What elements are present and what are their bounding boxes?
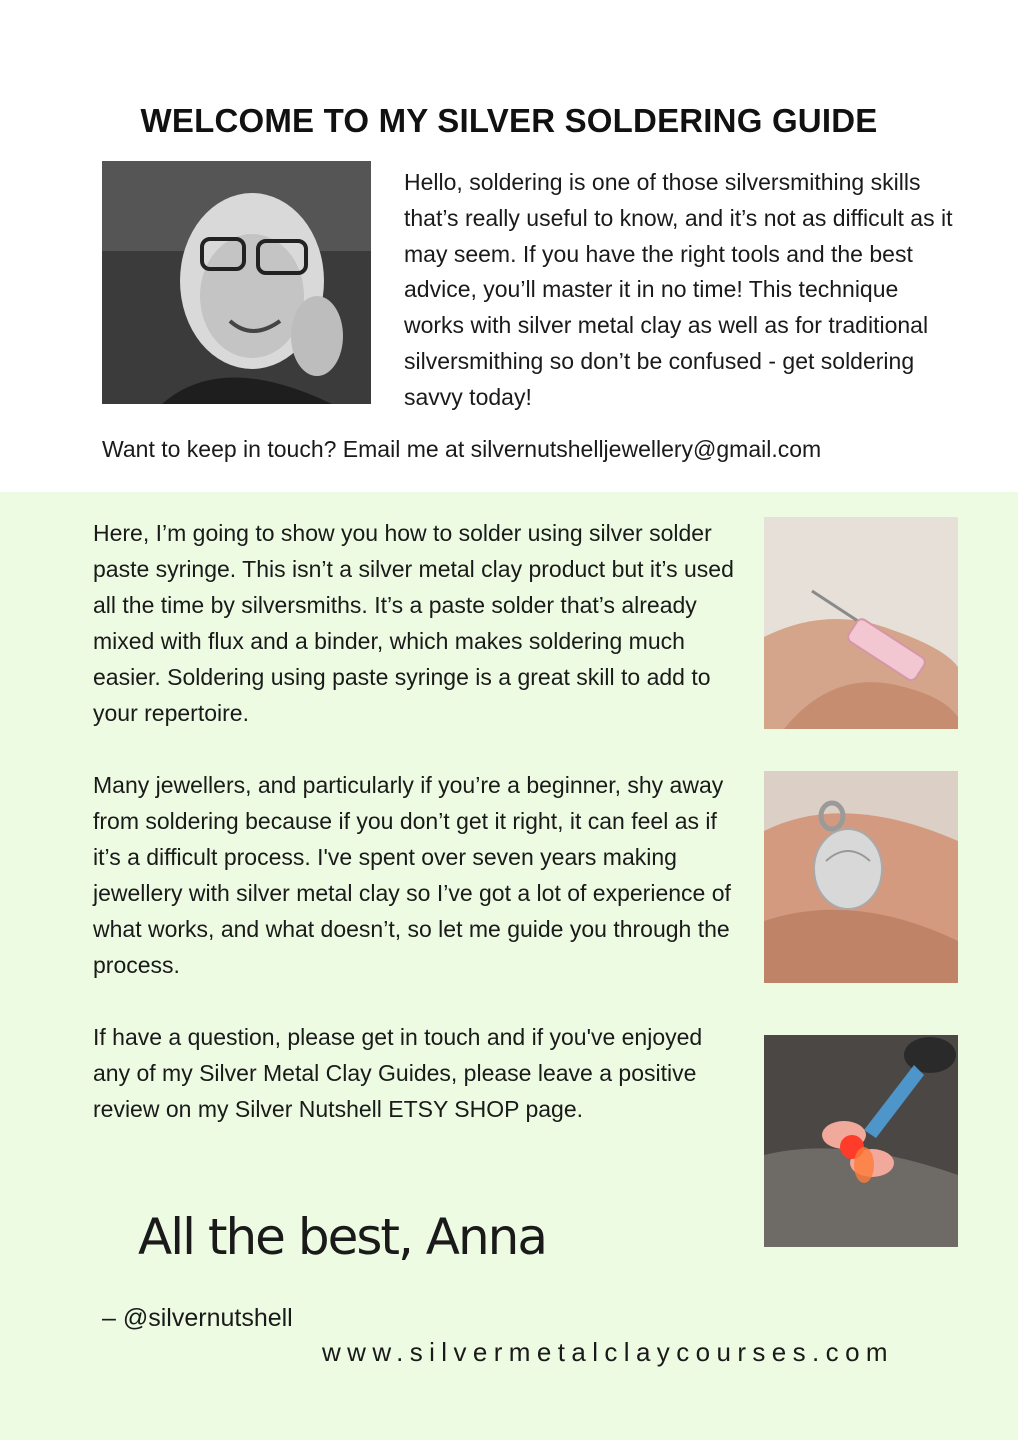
social-handle: – @silvernutshell	[102, 1304, 293, 1332]
torch-photo	[764, 1035, 958, 1247]
website-link[interactable]: www.silvermetalclaycourses.com	[322, 1337, 894, 1367]
paragraph-review: If have a question, please get in touch and if you've enjoyed any of my Silver Metal Clay Guides, please leave a positive review on my Silver Nutshell ETSY SHOP page.	[93, 1024, 703, 1122]
contact-text: Want to keep in touch? Email me at silvernutshelljewellery@gmail.com	[102, 436, 822, 462]
intro-text: Hello, soldering is one of those silversmithing skills that’s really useful to know, and it’s not as difficult as it may seem. If you have the right tools and the best advice, you’ll master it in no time! This technique works with silver metal clay as well as for traditional silversmithing so don’t be confused - get soldering savvy today!	[404, 169, 953, 410]
paragraph-syringe: Here, I’m going to show you how to solder using silver solder paste syringe. This isn’t a silver metal clay product but it’s used all the time by silversmiths. It’s a paste solder that’s already mixed with flux and a binder, which makes soldering much easier. Soldering using paste syringe is a great skill to add to your repertoire.	[93, 520, 734, 726]
author-portrait-image	[102, 161, 371, 404]
syringe-photo	[764, 517, 958, 729]
signature: All the best, Anna	[138, 1208, 546, 1266]
pendant-photo	[764, 771, 958, 983]
page-title: WELCOME TO MY SILVER SOLDERING GUIDE	[140, 102, 878, 139]
paragraph-experience: Many jewellers, and particularly if you’re a beginner, shy away from soldering because if you don’t get it right, it can feel as if it’s a difficult process. I've spent over seven years making jewellery with silver metal clay so I’ve got a lot of experience of what works, and what doesn’t, so let me guide you through the process.	[93, 772, 731, 978]
